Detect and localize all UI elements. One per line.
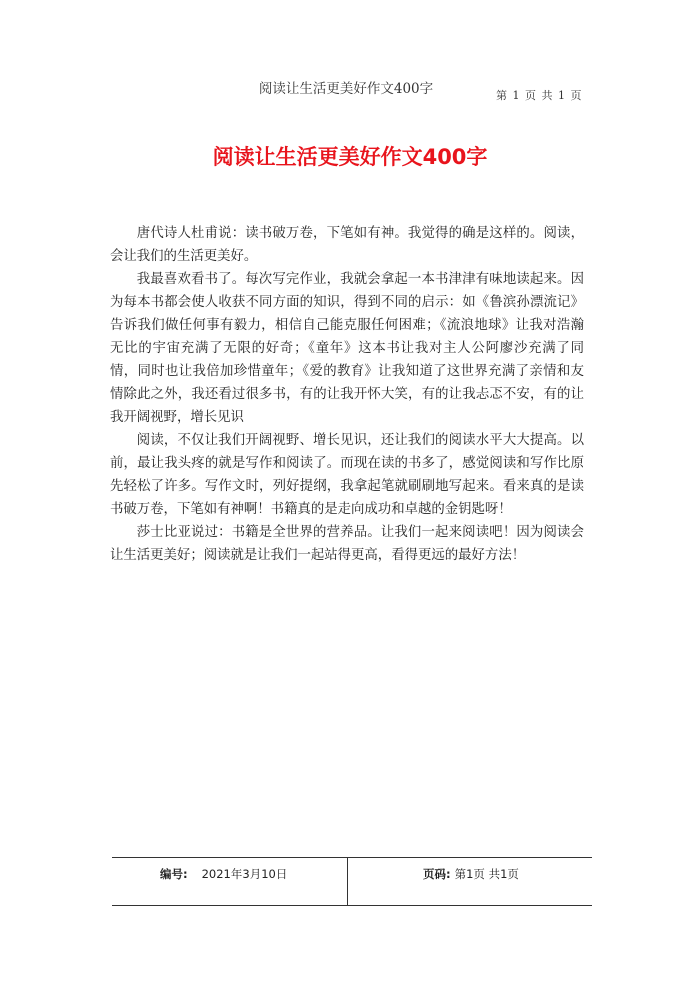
footer-date: 2021年3月10日: [201, 867, 288, 881]
footer-number-label: 编号:: [160, 867, 188, 881]
footer-page-label: 页码:: [423, 867, 451, 881]
paragraph-2: 我最喜欢看书了。每次写完作业，我就会拿起一本书津津有味地读起来。因为每本书都会使人收获不同方面的知识，得到不同的启示：如《鲁滨孙漂流记》告诉我们做任何事有毅力，相信自己能克服任何困难；《流浪地球》让我对浩瀚无比的宇宙充满了无限的好奇；《童年》这本书让我对主人公阿廖沙充满了同情，同时也让我倍加珍惜童年；《爱的教育》让我知道了这世界充满了亲情和友情除此之外，我还看过很多书，有的让我开怀大笑，有的让我忐忑不安，有的让我开阔视野，增长见识: [110, 272, 584, 425]
footer-top-rule: [112, 857, 592, 858]
paragraph-4: 莎士比亚说过：书籍是全世界的营养品。让我们一起来阅读吧！因为阅读会让生活更美好；阅读就是让我们一起站得更高，看得更远的最好方法！: [110, 525, 584, 563]
header-title: 阅读让生活更美好作文400字: [258, 81, 434, 97]
footer-number-cell: [160, 866, 287, 882]
footer-page-cell: [423, 866, 519, 882]
page-indicator: 第 1 页 共 1 页: [496, 89, 583, 102]
footer-page-value: 第1页 共1页: [454, 867, 519, 881]
document-title: 阅读让生活更美好作文400字: [212, 145, 488, 169]
footer-bottom-rule: [112, 905, 592, 906]
paragraph-1: 唐代诗人杜甫说：读书破万卷，下笔如有神。我觉得的确是这样的。阅读，会让我们的生活更美好。: [110, 226, 584, 264]
footer-divider: [347, 857, 348, 905]
essay-body: [110, 222, 584, 567]
paragraph-3: 阅读，不仅让我们开阔视野、增长见识，还让我们的阅读水平大大提高。以前，最让我头疼的就是写作和阅读了。而现在读的书多了，感觉阅读和写作比原先轻松了许多。写作文时，列好提纲，我拿起笔就刷刷地写起来。看来真的是读书破万卷，下笔如有神啊！书籍真的是走向成功和卓越的金钥匙呀！: [110, 433, 584, 517]
